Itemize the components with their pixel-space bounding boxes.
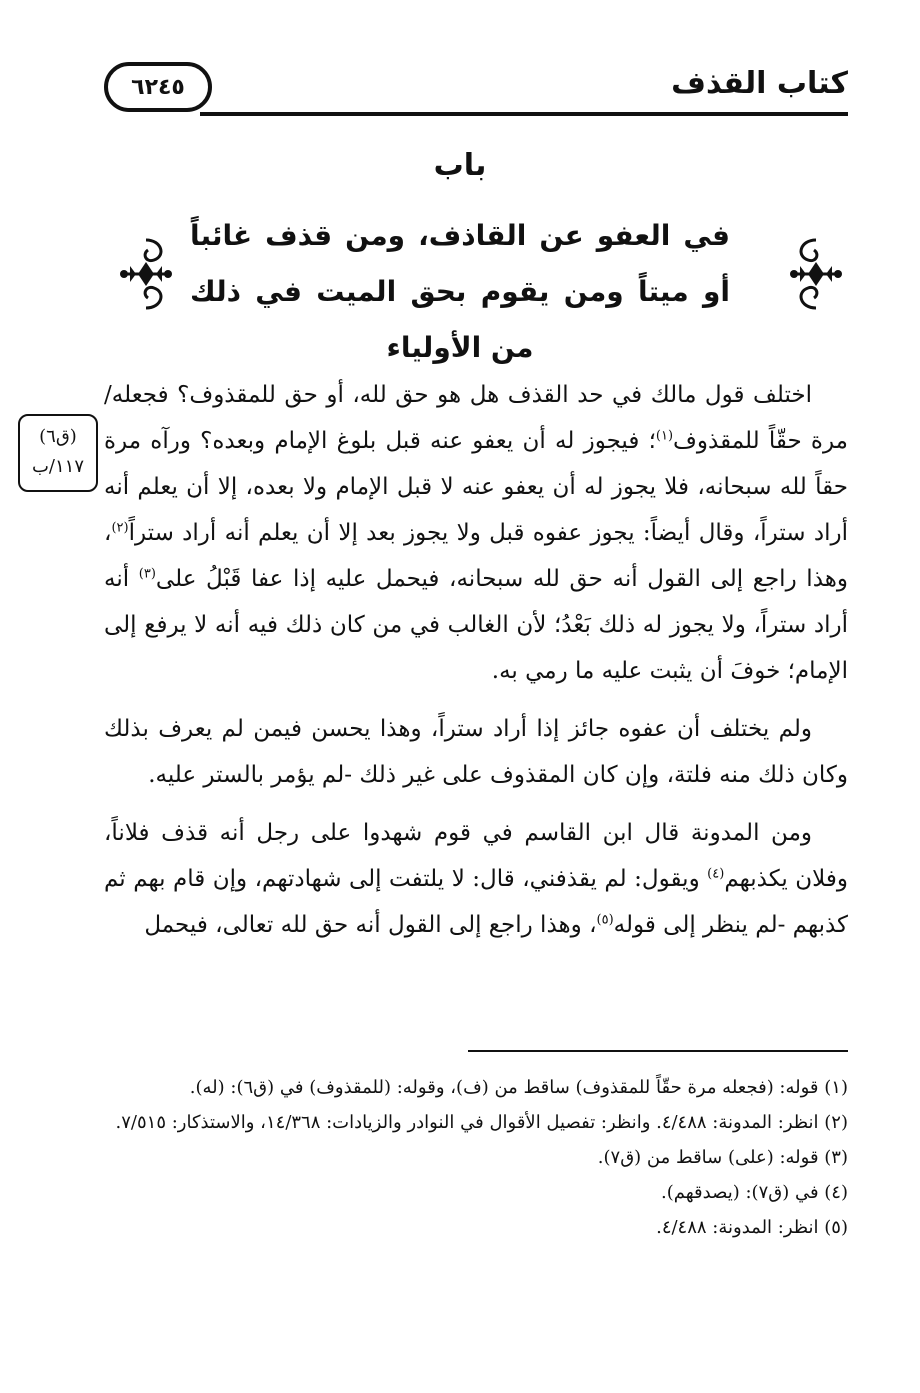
footnote: (٣) قوله: (على) ساقط من (ق٧).	[597, 1147, 848, 1168]
footnote-ref: (٥)	[596, 912, 614, 928]
chapter-title: في العفو عن القاذف، ومن قذف غائباً أو ميتاً ومن يقوم بحق الميت في ذلك من الأولياء	[190, 219, 730, 364]
footnote: (٤) في (ق٧): (يصدقهم).	[661, 1182, 848, 1203]
paragraph	[104, 372, 848, 694]
footnote: (١) قوله: (فجعله مرة حقّاً للمقذوف) ساقط من (ف)، وقوله: (للمقذوف) في (ق٦): (له).	[189, 1077, 848, 1098]
paragraph: ولم يختلف أن عفوه جائز إذا أراد ستراً، وهذا يحسن فيمن لم يعرف بذلك وكان ذلك منه فلتة، وإن كان المقذوف على غير ذلك -لم يؤمر بالستر عليه.	[104, 716, 848, 788]
header-rule	[200, 112, 848, 116]
text-run: أنه أراد ستراً، ولا يجوز له ذلك بَعْدُ؛ لأن الغالب في من كان ذلك فيه أنه لا يرفع إلى الإمام؛ خوفَ أن يثبت عليه ما رمي به.	[104, 566, 848, 684]
text-run: ومن المدونة قال ابن القاسم في قوم شهدوا على رجل أنه قذف فلاناً، وفلان يكذبهم	[104, 820, 849, 892]
chapter-label: باب	[433, 148, 487, 183]
manuscript-margin-note	[18, 414, 98, 492]
footnote: (٥) انظر: المدونة: ٤/٤٨٨.	[656, 1217, 848, 1238]
footnote-ref: (٢)	[111, 520, 129, 536]
margin-note-line2: ١١٧/ب	[31, 456, 85, 477]
text-run: ، وهذا راجع إلى القول أنه حق لله سبحانه، فيحمل عليه إذا عفا قَبْلُ على	[104, 520, 849, 592]
footnotes	[104, 1070, 848, 1245]
footnote-separator	[468, 1050, 848, 1052]
text-run: ، وهذا راجع إلى القول أنه حق لله تعالى، فيحمل	[144, 912, 597, 938]
main-text	[104, 372, 848, 960]
text-run: ويقول: لم يقذفني، قال: لا يلتفت إلى شهادتهم، وإن قام بهم ثم كذبهم -لم ينظر إلى قوله	[104, 866, 848, 938]
running-title: كتاب القذف	[671, 66, 848, 101]
footnote: (٢) انظر: المدونة: ٤/٤٨٨. وانظر: تفصيل الأقوال في النوادر والزيادات: ١٤/٣٦٨، والاستذكار: ٧/٥١٥.	[115, 1112, 848, 1133]
page-number: ٦٢٤٥	[131, 74, 185, 100]
margin-note-line1: (ق٦)	[39, 426, 77, 447]
footnote-ref: (٣)	[138, 566, 156, 582]
paragraph	[104, 810, 848, 948]
floral-ornament-icon	[786, 236, 846, 312]
page-number-badge	[104, 62, 212, 112]
footnote-ref: (٤)	[707, 866, 725, 882]
floral-ornament-icon	[116, 236, 176, 312]
footnote-ref: (١)	[655, 428, 674, 444]
text-run: ؛ فيجوز له أن يعفو عنه قبل بلوغ الإمام وبعده؟ ورآه مرة حقاً لله سبحانه، فلا يجوز له أن يعفو عنه لا قبل الإمام ولا بعده، إلا أن يعلم أنه أراد ستراً، وقال أيضاً: يجوز عفوه قبل ولا يجوز بعد إلا أن يعلم أنه أراد ستراً	[104, 428, 848, 546]
text-run: اختلف قول مالك في حد القذف هل هو حق لله، أو حق للمقذوف؟ فجعله/ مرة حقّاً للمقذوف	[104, 382, 848, 454]
